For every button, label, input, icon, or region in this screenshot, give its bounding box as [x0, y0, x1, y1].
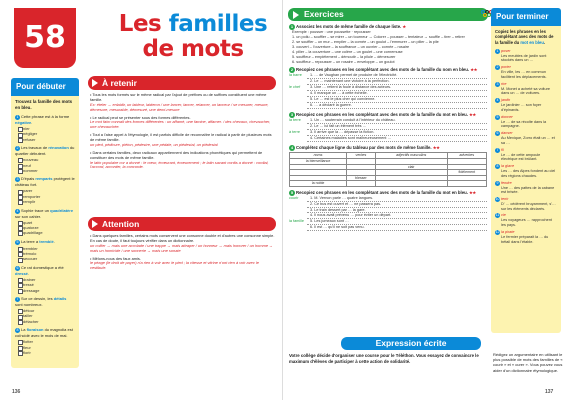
exercise-line: 3. Une … retient la foule à distance des acteurs. — [307, 85, 487, 91]
item-number: 8 — [496, 164, 499, 169]
exercise — [289, 112, 487, 142]
attention-heading — [88, 217, 276, 231]
answer-option[interactable]: détacher — [15, 319, 75, 324]
item-sentence: Les … des Alpes fondent au ciel des régions chaudes. — [501, 169, 556, 178]
question-text: du magnolia est coïncidé avec le mois de mai. — [15, 327, 73, 339]
difficulty-stars: ★★ — [469, 112, 476, 117]
item-keyword: vie — [501, 213, 506, 218]
rule-text: • Tout a l'aise appel à l'étymologie, il est parfois difficile de reconnaître le radical à partir de plusieurs mots de même famille. — [90, 132, 272, 142]
item-keyword: danser — [501, 131, 513, 136]
page-title — [118, 12, 268, 62]
item-keyword: fil — [501, 147, 504, 152]
item-number: 2 — [16, 146, 19, 151]
question-text: du quartier débutent. — [15, 145, 75, 157]
pour-debuter-heading: Pour débuter — [11, 78, 79, 96]
item-number: 12 — [495, 229, 500, 234]
question — [15, 114, 75, 125]
question-text: Sophie trace un — [21, 207, 51, 213]
answer-option[interactable]: parer — [15, 188, 75, 193]
question — [15, 208, 75, 219]
question-text: La — [21, 327, 27, 333]
a-retenir-label: À retenir — [102, 78, 137, 88]
group-keyword: la barre — [289, 73, 302, 78]
answer-option[interactable]: secouer — [15, 256, 75, 261]
list-item — [11, 113, 79, 144]
question-text: . — [31, 120, 33, 125]
question-keyword: rénovation — [48, 145, 69, 151]
item-keyword: la glace — [501, 164, 515, 169]
expression-ecrite-text: Votre collège décide d'organiser une course pour le Téléthon. Vous essayez de convaincre le maximum d'élèves de participer à cette action de solidarité. — [289, 353, 479, 364]
item-sentence: M. Monet a acheté sa voiture dans un … de voitures. — [501, 86, 550, 96]
item-number: 7 — [16, 297, 19, 302]
exercise-line: Exemple : pousser : une poussette · repousser — [292, 30, 371, 34]
exercise-group — [289, 73, 487, 85]
table-header: verbes — [347, 152, 376, 158]
answer-option[interactable]: négliger — [15, 131, 75, 136]
list-item — [491, 229, 561, 245]
item-number: 1 — [16, 115, 19, 119]
exercise — [289, 67, 487, 109]
answer-option[interactable]: quatorze — [15, 225, 75, 230]
item-keyword: tenir — [501, 196, 509, 201]
list-item — [11, 264, 79, 295]
exercise — [289, 24, 487, 64]
exercise-line: 4. Certaines maladies sont malheureusement … — [307, 136, 487, 142]
exercise-group — [289, 196, 487, 220]
item-number: 8 — [16, 328, 19, 333]
list-item — [491, 97, 561, 113]
group-keyword: la terre — [289, 117, 301, 122]
item-sentence: Le … de cette ampoule électrique est brûlant. — [501, 152, 541, 162]
question-text: protègent le château fort. — [15, 176, 75, 188]
table-cell: clair — [375, 164, 447, 170]
list-item — [11, 144, 79, 175]
rule-text: • Mêlons-nous des faux amis. — [90, 255, 141, 261]
question-text: Les travaux de — [21, 145, 49, 151]
title-line2: de mots — [142, 36, 244, 62]
rule-paragraph — [90, 133, 276, 148]
table-cell — [447, 181, 486, 187]
answer-option[interactable]: nier — [15, 126, 75, 131]
table-header: adverbes — [447, 152, 486, 158]
rule-paragraph — [90, 234, 276, 254]
item-keyword: donner — [501, 114, 513, 119]
item-number: 2 — [496, 65, 499, 70]
item-number: 5 — [496, 114, 499, 119]
arrow-right-icon — [92, 79, 98, 87]
attention-label: Attention — [102, 219, 140, 229]
item-sentence: Le fermier préparait la … du bétail dans l'étable. — [501, 234, 549, 244]
attention-body — [90, 234, 276, 374]
item-sentence: En ville, les … en commun facilitent les déplacements. — [501, 70, 547, 79]
pour-debuter-intro: Trouvez la famille des mots en bleu. — [15, 99, 73, 110]
intro-text: Copiez les phrases en les complétant avec des mots de la famille du — [495, 29, 554, 45]
item-keyword: rire — [501, 81, 507, 86]
item-number: 9 — [496, 180, 499, 185]
exercise-group — [289, 85, 487, 109]
list-item — [491, 180, 561, 196]
page-number-right: 137 — [545, 389, 554, 395]
answer-option[interactable]: détour — [15, 308, 75, 313]
title-part2: familles — [168, 11, 268, 37]
table-cell: la bienveillance — [290, 159, 347, 165]
table-row — [290, 181, 487, 187]
answer-option[interactable]: remporter — [15, 194, 75, 199]
pour-debuter-list — [11, 113, 79, 357]
question-text: sur son cahier. — [15, 213, 42, 219]
exercise-number: 1 — [290, 24, 294, 29]
item-keyword: poser — [501, 48, 511, 53]
item-number: 1 — [496, 48, 499, 53]
intro-end: . — [543, 39, 546, 45]
question-keyword: détails — [53, 296, 67, 302]
exercise-number: 4 — [290, 144, 294, 150]
question — [15, 296, 75, 307]
item-number: 4 — [16, 208, 19, 213]
right-page — [283, 0, 566, 400]
item-number: 5 — [16, 239, 19, 244]
pour-terminer-heading: Pour terminer — [491, 8, 561, 26]
group-lines — [307, 118, 487, 130]
item-keyword: la pirate — [501, 229, 515, 234]
question-text: . — [53, 238, 55, 244]
list-item — [491, 147, 561, 163]
exercices-label: Exercices — [304, 9, 344, 19]
answer-option[interactable]: trémolo — [15, 251, 75, 256]
exercise-number: 5 — [290, 189, 294, 195]
item-sentence: Les voyageurs … rapprochent les pays. — [501, 218, 552, 228]
group-keyword: courir — [289, 195, 299, 200]
group-keyword: la famille — [289, 219, 304, 224]
list-item — [491, 114, 561, 130]
item-sentence: Les meubles de jardin sont stockés dans un … — [501, 53, 547, 63]
answer-option[interactable]: trembler — [15, 246, 75, 251]
a-retenir-heading — [88, 76, 276, 90]
title-part1: Les — [118, 11, 169, 37]
group-lines — [307, 196, 487, 220]
rule-paragraph — [90, 257, 276, 272]
exercise-number: 2 — [290, 67, 294, 73]
list-item — [491, 130, 561, 146]
lesson-number: 58 — [14, 8, 76, 68]
list-item — [491, 196, 561, 212]
exercise-line: 3. Il arrive que la … dépasse la fiction. — [307, 130, 487, 136]
group-lines — [307, 130, 487, 142]
rule-example: Ex: ételer → enlaidir, un laideur, laideron / une lancer, lancer, relancer, un lanceur / se mesurer, mesure, démesure, mesurable, démesuré, une demi-mesure — [90, 101, 269, 112]
list-item — [11, 207, 79, 238]
group-lines — [307, 219, 487, 231]
instruction-text: Associez les mots de même famille de chaque liste. — [296, 24, 403, 29]
question-keyword: tremblé — [39, 238, 54, 244]
group-keyword: à terre — [289, 129, 300, 134]
item-sentence: Au Mexique, Zorro était un … et sa … — [501, 136, 555, 145]
pour-terminer-intro — [491, 26, 561, 48]
list-item — [491, 64, 561, 80]
group-lines — [307, 85, 487, 109]
instruction-text: Recopiez ces phrases en les complétant avec des mots de la famille du mot en bleu. — [296, 189, 470, 195]
item-sentence: Le … de sa récolte dans la campagne. — [501, 119, 547, 129]
answer-option[interactable]: quart — [15, 220, 75, 225]
exercise-group — [289, 219, 487, 231]
list-item — [11, 326, 79, 357]
exercise-line: 5. Les jumeaux sont … — [307, 219, 487, 225]
exercise-line: 5. Le … est le plus cher qui convienne. — [307, 97, 487, 103]
difficulty-stars: ★★ — [432, 145, 440, 150]
question-keyword: quadrilatère — [50, 207, 74, 213]
answer-option[interactable]: nommer — [15, 168, 75, 173]
answer-option[interactable]: remplir — [15, 199, 75, 204]
question-text: Ce rat domestique a été — [21, 264, 64, 270]
exercise-group — [289, 118, 487, 130]
table-header: noms — [290, 152, 347, 158]
table-header: adjectifs masculins — [375, 152, 447, 158]
answer-option[interactable]: quadrillage — [15, 230, 75, 235]
question-keyword: remparts — [35, 176, 53, 182]
difficulty-stars: ★★ — [469, 190, 476, 195]
arrow-right-icon — [92, 220, 98, 228]
rule-text: • Tous les mots formés sur le même radical par l'ajout de préfixes ou de suffixes constituent une même famille. — [90, 93, 267, 102]
question-keyword: négative — [15, 120, 32, 125]
item-number: 3 — [16, 177, 19, 182]
question-text: Sur ce dessin, les — [21, 296, 54, 302]
exercise-line: 2. Le … maintenant une victoire à la perfection. — [307, 79, 487, 85]
question — [15, 239, 75, 245]
answer-option[interactable]: tailler — [15, 313, 75, 318]
exercise-line: 5. souffleur – empiètement – démoutir – la pilule – démesurer — [292, 54, 396, 59]
item-sentence: Une … des pattes de la cabane est brisée. — [501, 185, 555, 195]
group-keyword: le chef — [289, 85, 301, 90]
exercise-line: 2. se souffler – un mur – empiler – la cornée – un goulot – l'emmurer – un pilier – la pile — [292, 39, 439, 44]
question — [15, 145, 75, 156]
rule-paragraph — [90, 151, 276, 171]
answer-option[interactable]: dressage — [15, 288, 75, 293]
exercise-number: 3 — [290, 111, 294, 117]
answer-option[interactable]: neuf — [15, 163, 75, 168]
rule-text: • Le radical peut se présenter sous des formes différentes. — [90, 114, 191, 120]
exercise-line: 1. un poilu – souffler – se mirer – un tourneur → Colorer – pousser – tentateur → souffle – tirer – retirer — [292, 34, 465, 39]
question-keyword: dressé — [15, 270, 28, 276]
exercise-line: 2. Le … lui fait un élément très … — [307, 124, 487, 130]
exercise-line: 6. … a déclaré la guerre. — [307, 103, 487, 109]
table-cell: la noble — [290, 181, 347, 187]
item-keyword: jardin — [501, 98, 511, 103]
page-number-left: 136 — [12, 389, 21, 395]
rule-example: le péage (le droit de payer) n'a rien à voir avec le pied ; la vitesse et vitrine n'ont rien à voir avec le vestibule. — [90, 260, 259, 271]
exercise — [289, 190, 487, 232]
list-item — [11, 238, 79, 264]
rule-paragraph — [90, 116, 276, 131]
exercise-line: 3. couvert – l'ouverture – la souffrance – un ouvrier – cornée – rosaire — [292, 44, 410, 49]
answer-option[interactable]: nouveau — [15, 157, 75, 162]
exercise-line: 6. souffleur – repousser – un rosaire – enveloppe – un goulot — [292, 59, 395, 64]
answer-option[interactable]: refuser — [15, 137, 75, 142]
list-item — [491, 81, 561, 97]
exercise-group — [289, 130, 487, 142]
question — [15, 265, 75, 276]
item-number: 6 — [16, 265, 19, 270]
instruction-text: Recopiez ces phrases en les complétant avec des mots de la famille du mot en bleu. — [296, 111, 470, 117]
answer-option[interactable]: florir — [15, 350, 75, 355]
question-text: . — [27, 270, 30, 276]
question-text: Cette phrase est à la forme — [21, 114, 70, 119]
exercices-heading — [288, 8, 488, 21]
item-sentence: D' … cédèrent bruyamment, s'… sur les éléments déclarés. — [501, 201, 556, 211]
exercise-line: 1. Un … souterrain conduit à l'intérieur du château. — [307, 118, 487, 124]
pour-terminer-list — [491, 48, 561, 246]
group-lines — [307, 73, 487, 85]
list-item — [11, 175, 79, 206]
exercise-line: 1. … de Vaughan permet de produire de l'électricité. — [307, 73, 487, 79]
item-number: 3 — [496, 81, 499, 86]
expression-ecrite-heading: Expression écrite — [341, 337, 481, 350]
item-number: 11 — [495, 213, 500, 218]
pour-terminer-box — [491, 8, 561, 333]
list-item — [11, 295, 79, 326]
word-family-table — [289, 152, 487, 187]
intro-highlight: mot en bleu — [520, 39, 544, 45]
list-item — [491, 163, 561, 179]
item-keyword: porter — [501, 65, 511, 70]
question-text: La terre a — [21, 238, 40, 244]
exercise-line: 6. Il est … qu'il ne soit pas venu. — [307, 225, 487, 231]
pour-debuter-box — [11, 78, 79, 368]
item-number: 6 — [496, 131, 499, 136]
instruction-text: Recopiez ces phrases en les complétant avec des mots de la famille du nom en bleu. — [296, 67, 471, 73]
table-cell — [375, 181, 447, 187]
item-keyword: fendre — [501, 180, 512, 185]
table-cell: fidèlement — [447, 170, 486, 176]
a-retenir-body — [90, 93, 276, 215]
difficulty-stars: ★★ — [470, 68, 478, 73]
difficulty-stars: ★ — [402, 25, 406, 29]
answer-option[interactable]: flotter — [15, 339, 75, 344]
question — [15, 176, 75, 187]
exercise-line: 3. Le train dessert par … la gare. — [307, 208, 487, 214]
item-sentence: Le jardinier … son foyer d'épinards. — [501, 103, 542, 112]
item-number: 10 — [495, 196, 500, 201]
table-cell — [347, 181, 376, 187]
exercise-line: 2. Ce bus est ouvert et … ne passera pas. — [307, 202, 487, 208]
answer-option[interactable]: tressé — [15, 282, 75, 287]
table-cell: blesser — [347, 175, 376, 181]
instruction-text: Complétez chaque ligne du tableau par des mots de même famille. — [296, 144, 433, 150]
rule-example: un pied, pédicure, piéton, pédestre, une pédale, un piédestal, un piédestal — [90, 141, 218, 147]
exercise-instruction — [289, 145, 487, 151]
answer-option[interactable]: fleur — [15, 345, 75, 350]
exercise-line: 4. Il manque un … à cette échelle. — [307, 91, 487, 97]
answer-option[interactable]: drainer — [15, 277, 75, 282]
rule-example: Le mot faim connaît des formes différentes : un affamé, une famine, affamer. / des chevaux, chevaucher, une chevauchée. — [90, 119, 271, 130]
rule-paragraph — [90, 93, 276, 113]
rule-example: un collier → mais une accolade / une trappe → mais attraper / un honneur → mais honorer / un homme → mais un homicide / une sonnerie → mais une sonate — [90, 242, 273, 253]
rule-example: le latin populaire cor a donné : le cœur, écœurant, écœurement ; le latin savant cordis a donné : cordial, l'accord, accorder, la concorde. — [90, 159, 269, 170]
exercise-line: 4. Il nous avait prévenu … pour éviter un départ. — [307, 213, 487, 219]
rule-text: • Dans certains familles, deux radicaux appartiennent des indications phonétiques qui permettent de constituer des mots de même famille. — [90, 149, 263, 160]
question-text: D'épais — [21, 176, 36, 182]
pour-terminer-footer: Rédigez un argumentaire en utilisant le plus possible de mots des familles de « courir » et « curer ». Vous pouvez vous aider d'un dictionnaire étymologique. — [493, 352, 563, 373]
exercises-list — [289, 24, 487, 332]
exercise — [289, 145, 487, 187]
item-number: 4 — [496, 98, 499, 103]
exercise-line: 1. M. Vernon parle … quatre langues. — [307, 196, 487, 202]
arrow-right-icon — [293, 11, 299, 19]
list-item — [491, 212, 561, 228]
list-item — [491, 48, 561, 64]
item-number: 7 — [496, 147, 499, 152]
question-text: sont nombreux. — [15, 302, 43, 308]
question-keyword: floraison — [26, 327, 44, 333]
exercise-line: 4. pilier – la couverture – une colère – un goulet – une cornemuse — [292, 49, 403, 54]
question — [15, 327, 75, 338]
rule-text: • Dans quelques familles, certains mots conservent une consonne double et d'autres une consonne simple. En cas de doute, il faut toujours vérifier dans un dictionnaire. — [90, 234, 275, 243]
